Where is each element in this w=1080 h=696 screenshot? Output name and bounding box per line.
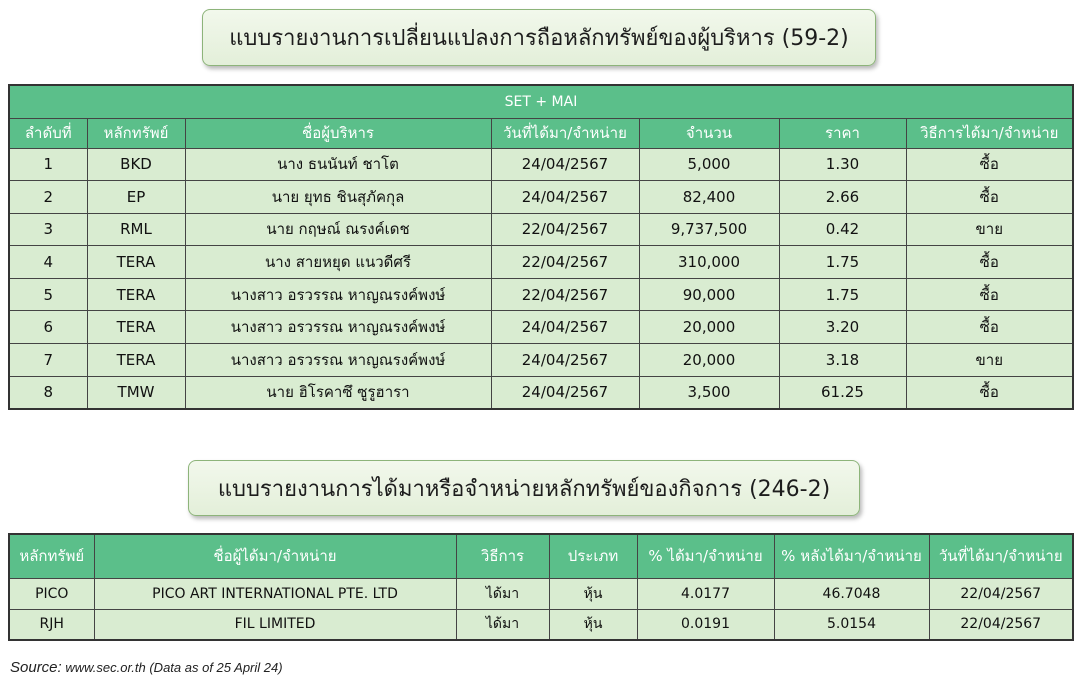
- cell-method: ซื้อ: [906, 148, 1073, 181]
- table-row: [9, 278, 1073, 311]
- cell-date: 24/04/2567: [491, 344, 639, 377]
- cell-security: TERA: [87, 311, 185, 344]
- cell-date: 22/04/2567: [929, 578, 1073, 609]
- col-header-security: หลักทรัพย์: [87, 118, 185, 148]
- cell-executive: นางสาว อรวรรณ หาญณรงค์พงษ์: [185, 278, 491, 311]
- table-row: [9, 311, 1073, 344]
- cell-executive: นาย กฤษณ์ ณรงค์เดช: [185, 213, 491, 246]
- cell-method: ได้มา: [456, 578, 549, 609]
- cell-no: 7: [9, 344, 87, 377]
- table-row: [9, 609, 1073, 640]
- table-row: [9, 148, 1073, 181]
- cell-executive: นาง ธนนันท์ ชาโต: [185, 148, 491, 181]
- cell-method: ซื้อ: [906, 278, 1073, 311]
- table-row: [9, 246, 1073, 279]
- cell-method: ขาย: [906, 213, 1073, 246]
- cell-price: 1.75: [779, 278, 906, 311]
- table-row: [9, 376, 1073, 409]
- cell-no: 3: [9, 213, 87, 246]
- cell-date: 22/04/2567: [929, 609, 1073, 640]
- cell-price: 2.66: [779, 181, 906, 214]
- cell-pct-acquired: 0.0191: [637, 609, 774, 640]
- cell-method: ขาย: [906, 344, 1073, 377]
- col-header-executive: ชื่อผู้บริหาร: [185, 118, 491, 148]
- cell-type: หุ้น: [549, 578, 637, 609]
- cell-executive: นาง สายหยุด แนวดีศรี: [185, 246, 491, 279]
- cell-security: TERA: [87, 246, 185, 279]
- cell-pct-acquired: 4.0177: [637, 578, 774, 609]
- cell-price: 3.18: [779, 344, 906, 377]
- cell-security: PICO: [9, 578, 94, 609]
- insider-trades-table: [8, 84, 1074, 410]
- cell-volume: 20,000: [639, 311, 779, 344]
- cell-date: 24/04/2567: [491, 181, 639, 214]
- col-header-method: วิธีการ: [456, 534, 549, 578]
- cell-no: 8: [9, 376, 87, 409]
- cell-date: 22/04/2567: [491, 213, 639, 246]
- cell-volume: 20,000: [639, 344, 779, 377]
- cell-type: หุ้น: [549, 609, 637, 640]
- cell-price: 3.20: [779, 311, 906, 344]
- cell-method: ซื้อ: [906, 246, 1073, 279]
- cell-security: BKD: [87, 148, 185, 181]
- cell-no: 2: [9, 181, 87, 214]
- cell-security: EP: [87, 181, 185, 214]
- cell-volume: 9,737,500: [639, 213, 779, 246]
- cell-volume: 3,500: [639, 376, 779, 409]
- insider-report-title: แบบรายงานการเปลี่ยนแปลงการถือหลักทรัพย์ของผู้บริหาร (59-2): [202, 9, 876, 66]
- cell-price: 0.42: [779, 213, 906, 246]
- cell-executive: นาย ยุทธ ชินสุภัคกุล: [185, 181, 491, 214]
- market-band: SET + MAI: [9, 85, 1073, 118]
- cell-executive: นางสาว อรวรรณ หาญณรงค์พงษ์: [185, 311, 491, 344]
- cell-volume: 90,000: [639, 278, 779, 311]
- cell-method: ซื้อ: [906, 311, 1073, 344]
- col-header-acquirer: ชื่อผู้ได้มา/จำหน่าย: [94, 534, 456, 578]
- cell-executive: นาย ฮิโรคาซึ ซูรูฮารา: [185, 376, 491, 409]
- table-row: [9, 578, 1073, 609]
- col-header-type: ประเภท: [549, 534, 637, 578]
- col-header-price: ราคา: [779, 118, 906, 148]
- col-header-date: วันที่ได้มา/จำหน่าย: [929, 534, 1073, 578]
- col-header-security: หลักทรัพย์: [9, 534, 94, 578]
- cell-volume: 310,000: [639, 246, 779, 279]
- col-header-pct-after: % หลังได้มา/จำหน่าย: [774, 534, 929, 578]
- cell-executive: นางสาว อรวรรณ หาญณรงค์พงษ์: [185, 344, 491, 377]
- company-report-title: แบบรายงานการได้มาหรือจำหน่ายหลักทรัพย์ของกิจการ (246-2): [188, 460, 860, 516]
- col-header-no: ลำดับที่: [9, 118, 87, 148]
- cell-security: RML: [87, 213, 185, 246]
- cell-method: ได้มา: [456, 609, 549, 640]
- cell-price: 1.30: [779, 148, 906, 181]
- cell-security: RJH: [9, 609, 94, 640]
- source-note: [10, 659, 283, 676]
- cell-date: 22/04/2567: [491, 246, 639, 279]
- col-header-pct-acquired: % ได้มา/จำหน่าย: [637, 534, 774, 578]
- cell-pct-after: 5.0154: [774, 609, 929, 640]
- cell-pct-after: 46.7048: [774, 578, 929, 609]
- cell-security: TERA: [87, 344, 185, 377]
- cell-no: 6: [9, 311, 87, 344]
- cell-price: 1.75: [779, 246, 906, 279]
- company-acquisition-table: [8, 533, 1074, 641]
- source-text: www.sec.or.th (Data as of 25 April 24): [61, 660, 283, 675]
- cell-acquirer: FIL LIMITED: [94, 609, 456, 640]
- table-row: [9, 213, 1073, 246]
- table-row: [9, 344, 1073, 377]
- cell-security: TERA: [87, 278, 185, 311]
- source-label: Source:: [10, 659, 62, 676]
- table-row: [9, 181, 1073, 214]
- cell-security: TMW: [87, 376, 185, 409]
- col-header-volume: จำนวน: [639, 118, 779, 148]
- cell-volume: 82,400: [639, 181, 779, 214]
- cell-no: 4: [9, 246, 87, 279]
- cell-method: ซื้อ: [906, 376, 1073, 409]
- cell-no: 1: [9, 148, 87, 181]
- cell-date: 24/04/2567: [491, 311, 639, 344]
- cell-acquirer: PICO ART INTERNATIONAL PTE. LTD: [94, 578, 456, 609]
- cell-price: 61.25: [779, 376, 906, 409]
- cell-method: ซื้อ: [906, 181, 1073, 214]
- col-header-date: วันที่ได้มา/จำหน่าย: [491, 118, 639, 148]
- cell-date: 24/04/2567: [491, 376, 639, 409]
- cell-date: 22/04/2567: [491, 278, 639, 311]
- cell-no: 5: [9, 278, 87, 311]
- cell-volume: 5,000: [639, 148, 779, 181]
- cell-date: 24/04/2567: [491, 148, 639, 181]
- col-header-method: วิธีการได้มา/จำหน่าย: [906, 118, 1073, 148]
